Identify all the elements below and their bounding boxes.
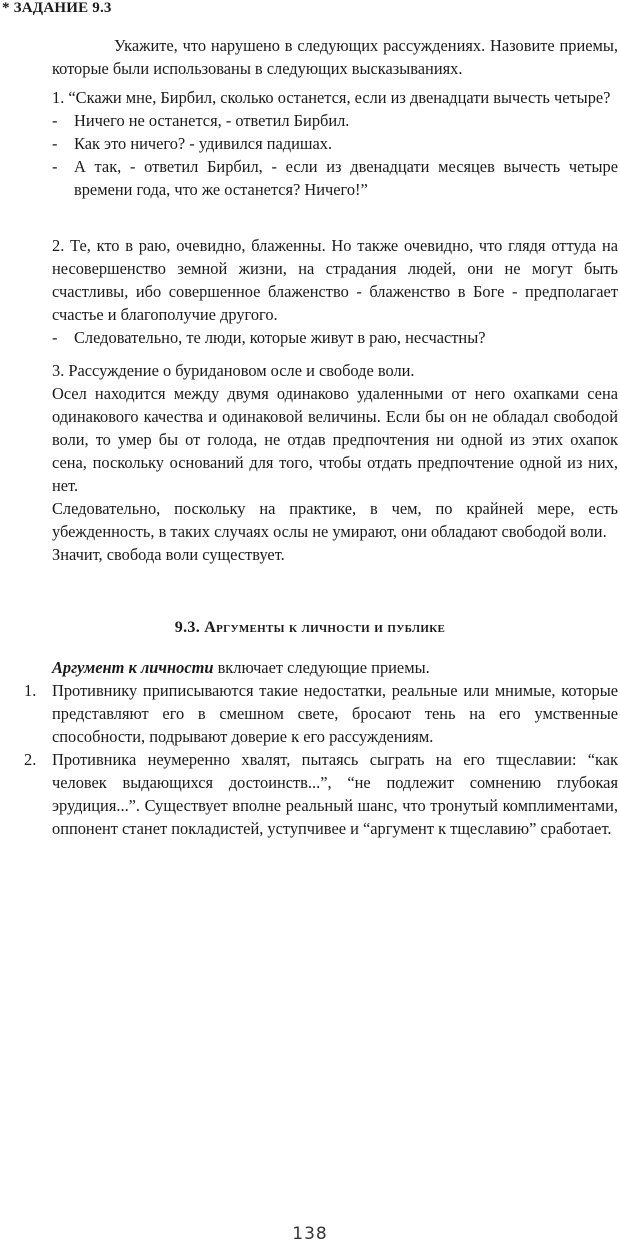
list-text: Противника неумеренно хвалят, пытаясь сыграть на его тщеславии: “как человек выдающихся достоинств...”, “не подлежит сомнению глубокая эрудиция...”. Существует вполне реальный шанс, что тронутый комплиментами, оппонент станет покладистей, уступчивее и “аргумент к тщеславию” сработает.: [52, 750, 618, 838]
list-text: Противнику приписываются такие недостатки, реальные или мнимые, которые представляют его в смешном свете, бросают тень на его умственные способности, подрывают доверие к его рассуждениям.: [52, 681, 618, 746]
item-3: [52, 359, 618, 566]
dialog-text: Ничего не останется, - ответил Бирбил.: [74, 111, 350, 130]
item-3-heading: 3. Рассуждение о буридановом осле и свободе воли.: [52, 361, 415, 380]
dialog-line: [52, 326, 618, 349]
item-3-paragraph: Значит, свобода воли существует.: [52, 545, 285, 564]
lead-emphasis: Аргумент к личности: [52, 658, 214, 677]
dialog-text: А так, - ответил Бирбил, - если из двенадцати месяцев вычесть четыре времени года, что же останется? Ничего!”: [74, 157, 618, 199]
section-lead: [52, 656, 618, 679]
task-title: * ЗАДАНИЕ 9.3: [2, 0, 112, 16]
list-item: [24, 748, 618, 840]
dialog-text: Как это ничего? - удивился падишах.: [74, 134, 333, 153]
item-1-question: 1. “Скажи мне, Бирбил, сколько останется, если из двенадцати вычесть четыре?: [52, 88, 611, 107]
list-number: 1.: [24, 681, 37, 700]
task-intro: Укажите, что нарушено в следующих рассуждениях. Назовите приемы, которые были использованы в следующих высказываниях.: [52, 36, 618, 78]
item-3-paragraph: Следовательно, поскольку на практике, в чем, по крайней мере, есть убежденность, в таких случаях ослы не умирают, они обладают свободой воли.: [52, 499, 618, 541]
item-3-paragraph: Осел находится между двумя одинаково удаленными от него охапками сена одинакового качества и одинаковой величины. Если бы он не обладал свободой воли, то умер бы от голода, не отдав предпочтения ни одной из этих охапок сена, поскольку оснований для того, чтобы отдать предпочтение одной из них, нет.: [52, 384, 618, 495]
lead-rest: включает следующие приемы.: [213, 658, 430, 677]
section-title: 9.3. Аргументы к личности и публике: [174, 619, 446, 636]
dialog-text: Следовательно, те люди, которые живут в раю, несчастны?: [74, 328, 486, 347]
dash-mark: -: [52, 134, 58, 153]
list-item: [24, 679, 618, 748]
item-1: [52, 86, 618, 201]
page-number: 138: [292, 1224, 328, 1244]
section-body: [24, 656, 618, 840]
item-2: [52, 234, 618, 349]
item-2-text: 2. Те, кто в раю, очевидно, блаженны. Но также очевидно, что глядя оттуда на несовершенство земной жизни, на страдания людей, они не могут быть счастливы, ибо совершенное блаженство - блаженство в Боге - предполагает счастье и благополучие другого.: [52, 236, 618, 324]
dash-mark: -: [52, 328, 58, 347]
dialog-line: [52, 155, 618, 201]
list-number: 2.: [24, 750, 37, 769]
dialog-line: [52, 109, 618, 132]
dialog-line: [52, 132, 618, 155]
dash-mark: -: [52, 111, 58, 130]
dash-mark: -: [52, 157, 58, 176]
